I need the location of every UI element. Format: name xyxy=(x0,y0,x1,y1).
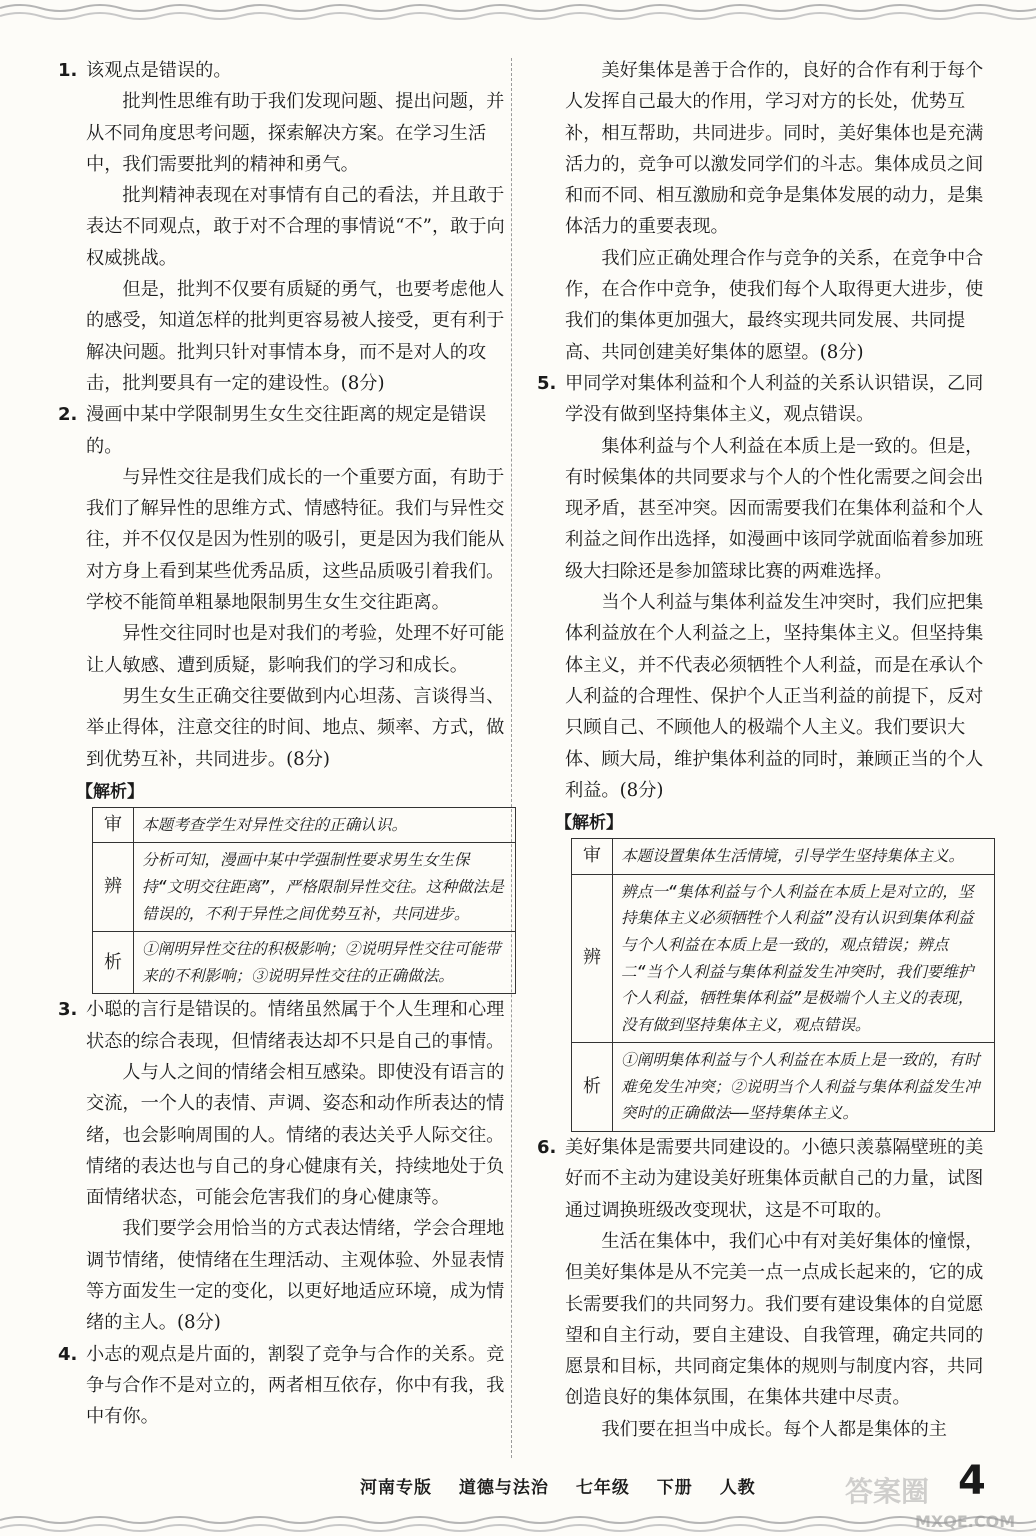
answer-number: 6. xyxy=(537,1137,557,1159)
analysis-table xyxy=(92,807,516,995)
answer-paragraph: 男生女生正确交往要做到内心坦荡、言谈得当、举止得体，注意交往的时间、地点、频率、方式，做到优势互补，共同进步。(8分) xyxy=(86,685,505,770)
answer-number: 3. xyxy=(58,999,78,1021)
answer-number: 5. xyxy=(537,372,557,394)
answer-paragraph: 漫画中某中学限制男生女生交往距离的规定是错误的。 xyxy=(86,404,487,457)
analysis-value: 分析可知，漫画中某中学强制性要求男生女生保持“文明交往距离”，严格限制异性交往。这种做法是错误的，不利于异性之间优势互补，共同进步。 xyxy=(134,843,516,932)
analysis-value: ①阐明异性交往的积极影响；②说明异性交往可能带来的不利影响；③说明异性交往的正确做法。 xyxy=(134,932,516,994)
answer-paragraph: 小聪的言行是错误的。情绪虽然属于个人生理和心理状态的综合表现，但情绪表达却不只是自己的事情。 xyxy=(86,999,505,1052)
answer-paragraph: 该观点是错误的。 xyxy=(86,60,232,81)
answer-5 xyxy=(537,368,985,1132)
analysis-value: 本题考查学生对异性交往的正确认识。 xyxy=(134,807,516,843)
page-footer xyxy=(360,1473,776,1498)
answer-paragraph: 美好集体是需要共同建设的。小德只羡慕隔壁班的美好而不主动为建设美好班集体贡献自己的力量，试图通过调换班级改变现状，这是不可取的。 xyxy=(565,1137,984,1221)
footer-publisher: 人教 xyxy=(719,1478,756,1498)
top-wave-border xyxy=(0,0,1036,26)
analysis-key: 审 xyxy=(93,807,134,843)
answer-6 xyxy=(537,1132,985,1445)
answer-paragraph: 批判精神表现在对事情有自己的看法，并且敢于表达不同观点，敢于对不合理的事情说“不”，敢于向权威挑战。 xyxy=(86,185,505,269)
left-column xyxy=(58,55,506,1433)
analysis-value: ①阐明集体利益与个人利益在本质上是一致的，有时难免发生冲突；②说明当个人利益与集体利益发生冲突时的正确做法——坚持集体主义。 xyxy=(613,1043,995,1132)
analysis-row-bian xyxy=(93,843,516,932)
watermark-url: MXQE.COM xyxy=(915,1512,1016,1531)
answer-paragraph: 与异性交往是我们成长的一个重要方面，有助于我们了解异性的思维方式、情感特征。我们与异性交往，并不仅仅是因为性别的吸引，更是因为我们能从对方身上看到某些优秀品质，这些品质吸引着我们。学校不能简单粗暴地限制男生女生交往距离。 xyxy=(86,466,505,614)
answer-1 xyxy=(58,55,506,399)
answer-paragraph: 小志的观点是片面的，割裂了竞争与合作的关系。竞争与合作不是对立的，两者相互依存，你中有我，我中有你。 xyxy=(86,1343,505,1428)
analysis-heading: 【解析】 xyxy=(555,813,623,834)
analysis-row-xi xyxy=(572,1043,995,1132)
analysis-key: 辨 xyxy=(93,843,134,932)
analysis-row-shen xyxy=(93,807,516,843)
answer-paragraph: 异性交往同时也是对我们的考验，处理不好可能让人敏感、遭到质疑，影响我们的学习和成长。 xyxy=(86,623,505,676)
answer-paragraph: 当个人利益与集体利益发生冲突时，我们应把集体利益放在个人利益之上，坚持集体主义。但坚持集体主义，并不代表必须牺牲个人利益，而是在承认个人利益的合理性、保护个人正当利益的前提下，反对只顾自己、不顾他人的极端个人主义。我们要识大体、顾大局，维护集体利益的同时，兼顾正当的个人利益。(8分) xyxy=(565,592,984,801)
answer-paragraph: 我们要在担当中成长。每个人都是集体的主 xyxy=(601,1418,947,1440)
right-column xyxy=(537,55,985,1445)
analysis-table xyxy=(571,838,995,1132)
watermark-logo: 答案圈 xyxy=(845,1475,930,1508)
answer-paragraph: 集体利益与个人利益在本质上是一致的。但是，有时候集体的共同要求与个人的个性化需要之间会出现矛盾，甚至冲突。因而需要我们在集体利益和个人利益之间作出选择，如漫画中该同学就面临着参加班级大扫除还是参加篮球比赛的两难选择。 xyxy=(565,435,984,582)
answer-4-continued xyxy=(537,55,985,368)
page-number: 4 xyxy=(958,1458,986,1504)
footer-grade: 七年级 xyxy=(575,1478,630,1498)
analysis-key: 析 xyxy=(572,1043,613,1132)
analysis-value: 本题设置集体生活情境，引导学生坚持集体主义。 xyxy=(613,839,995,875)
column-divider xyxy=(511,58,512,1458)
analysis-row-xi xyxy=(93,932,516,994)
answer-paragraph: 我们应正确处理合作与竞争的关系，在竞争中合作，在合作中竞争，使我们每个人取得更大进步，使我们的集体更加强大，最终实现共同发展、共同提高、共同创建美好集体的愿望。(8分) xyxy=(565,247,984,363)
answer-number: 4. xyxy=(58,1343,78,1365)
answer-number: 1. xyxy=(58,60,78,81)
analysis-row-shen xyxy=(572,839,995,875)
answer-3 xyxy=(58,994,506,1338)
analysis-key: 辨 xyxy=(572,874,613,1043)
analysis-heading: 【解析】 xyxy=(76,781,144,802)
answer-paragraph: 人与人之间的情绪会相互感染。即使没有语言的交流，一个人的表情、声调、姿态和动作所表达的情绪，也会影响周围的人。情绪的表达关乎人际交往。情绪的表达也与自己的身心健康有关，持续地处于负面情绪状态，可能会危害我们的身心健康等。 xyxy=(86,1061,505,1209)
footer-edition: 河南专版 xyxy=(360,1478,432,1498)
answer-paragraph: 生活在集体中，我们心中有对美好集体的憧憬，但美好集体是从不完美一点一点成长起来的，它的成长需要我们的共同努力。我们要有建设集体的自觉愿望和自主行动，要自主建设、自我管理，确定共同的愿景和目标，共同商定集体的规则与制度内容，共同创造良好的集体氛围，在集体共建中尽责。 xyxy=(565,1230,984,1409)
bottom-wave-border xyxy=(0,1510,1036,1536)
answer-paragraph: 但是，批判不仅要有质疑的勇气，也要考虑他人的感受，知道怎样的批判更容易被人接受，更有利于解决问题。批判只针对事情本身，而不是对人的攻击，批判要具有一定的建设性。(8分) xyxy=(86,279,505,394)
analysis-value: 辨点一“集体利益与个人利益在本质上是对立的，坚持集体主义必须牺牲个人利益”没有认识到集体利益与个人利益在本质上是一致的，观点错误；辨点二“当个人利益与集体利益发生冲突时，我们要维护个人利益，牺牲集体利益”是极端个人主义的表现，没有做到坚持集体主义，观点错误。 xyxy=(613,874,995,1043)
answer-paragraph: 批判性思维有助于我们发现问题、提出问题，并从不同角度思考问题，探索解决方案。在学习生活中，我们需要批判的精神和勇气。 xyxy=(86,91,505,175)
answer-number: 2. xyxy=(58,404,78,426)
analysis-key: 析 xyxy=(93,932,134,994)
footer-volume: 下册 xyxy=(656,1478,693,1498)
footer-subject: 道德与法治 xyxy=(458,1478,549,1498)
answer-paragraph: 美好集体是善于合作的，良好的合作有利于每个人发挥自己最大的作用，学习对方的长处，优势互补，相互帮助，共同进步。同时，美好集体也是充满活力的，竞争可以激发同学们的斗志。集体成员之间和而不同、相互激励和竞争是集体发展的动力，是集体活力的重要表现。 xyxy=(565,60,984,238)
analysis-key: 审 xyxy=(572,839,613,875)
answer-paragraph: 我们要学会用恰当的方式表达情绪，学会合理地调节情绪，使情绪在生理活动、主观体验、外显表情等方面发生一定的变化，以更好地适应环境，成为情绪的主人。(8分) xyxy=(86,1218,505,1334)
answer-4 xyxy=(58,1339,506,1433)
answer-2 xyxy=(58,399,506,994)
answer-paragraph: 甲同学对集体利益和个人利益的关系认识错误，乙同学没有做到坚持集体主义，观点错误。 xyxy=(565,372,984,426)
analysis-row-bian xyxy=(572,874,995,1043)
